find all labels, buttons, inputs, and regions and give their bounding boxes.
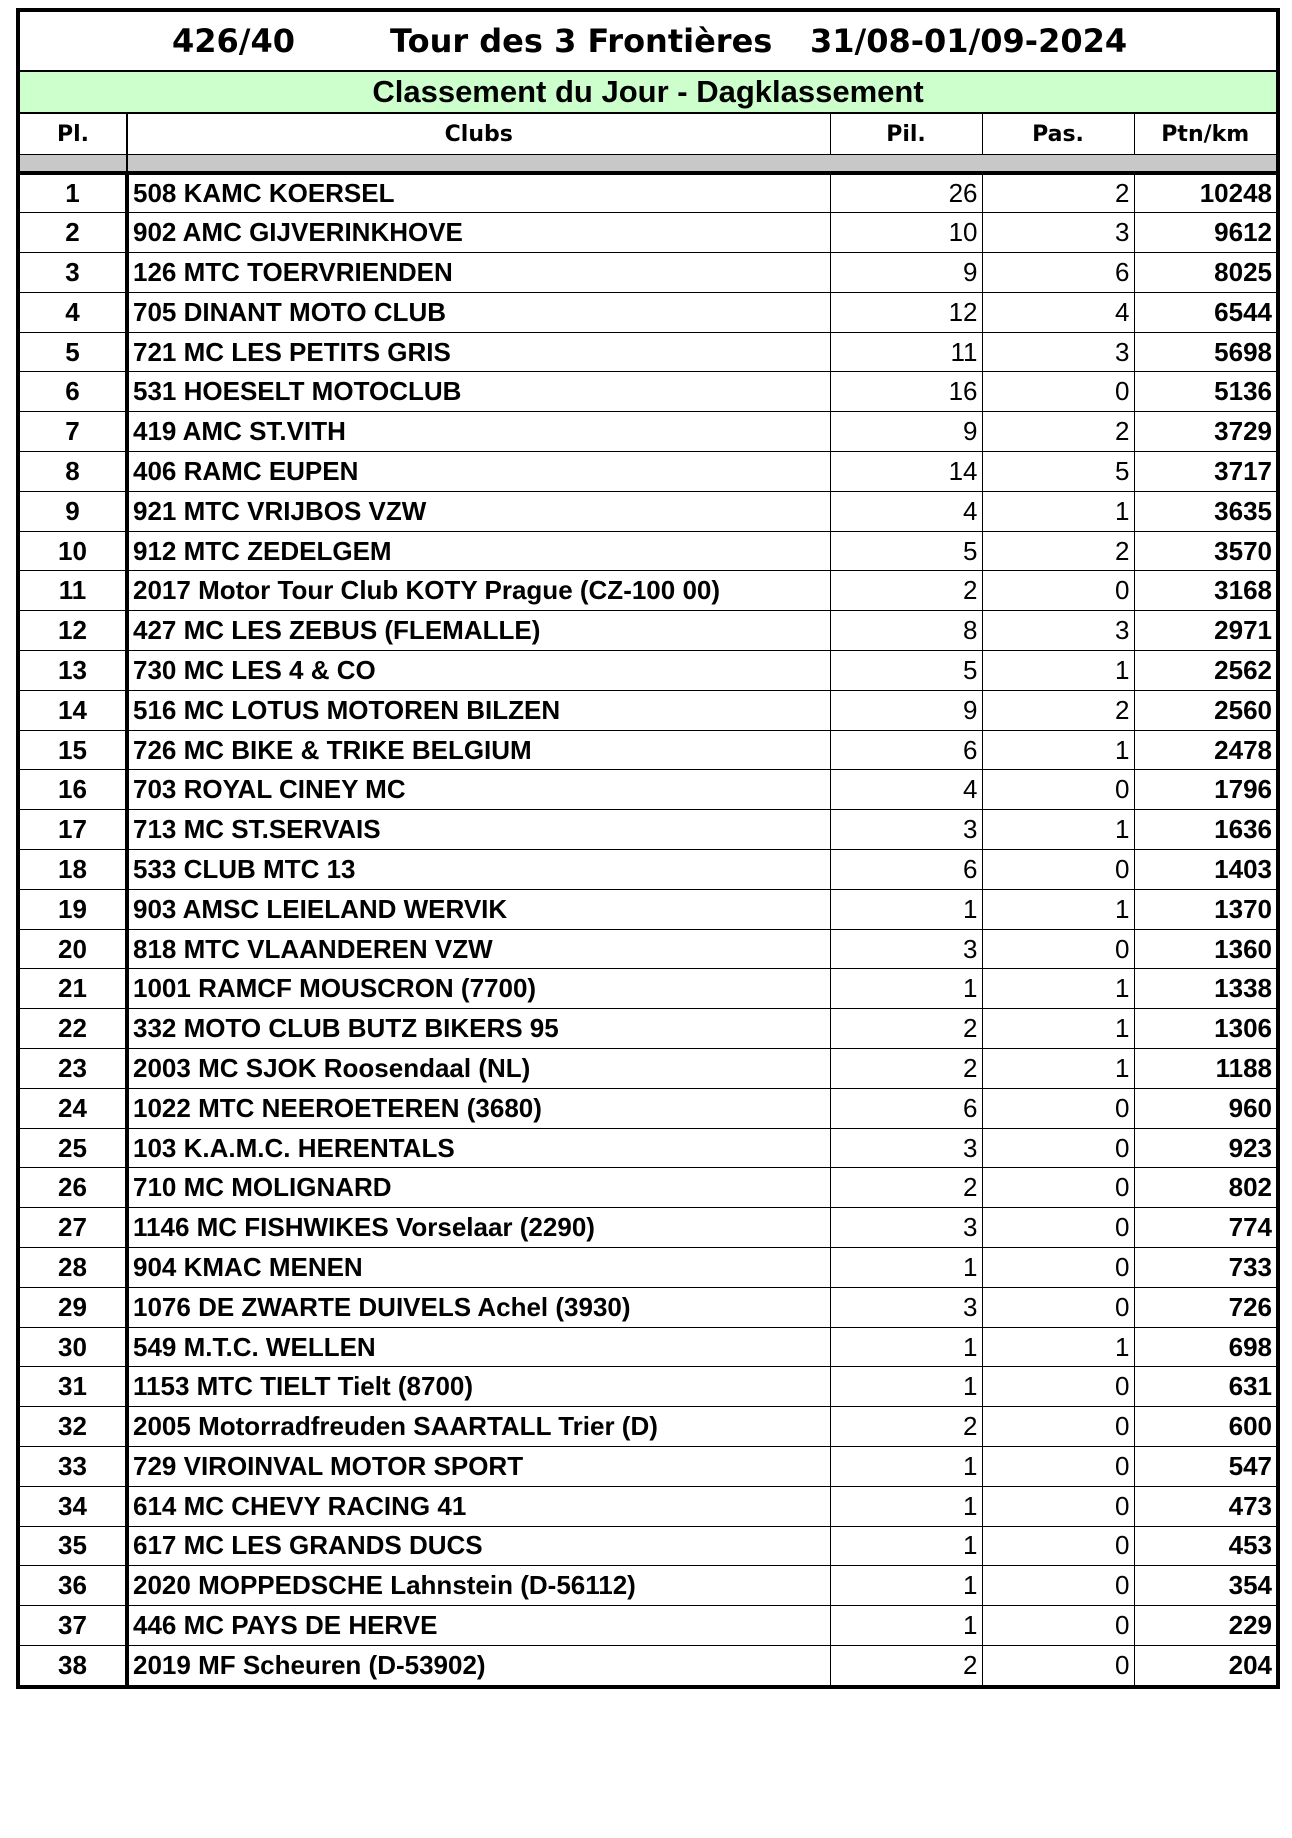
table-row — [20, 1287, 1276, 1327]
pilots-cell: 9 — [830, 412, 982, 452]
place-cell: 8 — [20, 452, 127, 492]
points-cell: 453 — [1134, 1526, 1276, 1566]
points-cell: 354 — [1134, 1566, 1276, 1606]
club-cell: 1153 MTC TIELT Tielt (8700) — [127, 1367, 830, 1407]
passengers-cell: 4 — [982, 292, 1134, 332]
col-header-clubs: Clubs — [127, 114, 830, 155]
club-cell: 533 CLUB MTC 13 — [127, 850, 830, 890]
pilots-cell: 5 — [830, 531, 982, 571]
title-row — [20, 12, 1276, 72]
ranking-rows — [20, 173, 1276, 1685]
table-row — [20, 1128, 1276, 1168]
pilots-cell: 1 — [830, 969, 982, 1009]
passengers-cell: 0 — [982, 571, 1134, 611]
table-row — [20, 1486, 1276, 1526]
points-cell: 600 — [1134, 1407, 1276, 1447]
passengers-cell: 3 — [982, 332, 1134, 372]
event-dates: 31/08-01/09-2024 — [810, 22, 1128, 60]
passengers-cell: 2 — [982, 690, 1134, 730]
place-cell: 9 — [20, 491, 127, 531]
pilots-cell: 14 — [830, 452, 982, 492]
place-cell: 15 — [20, 730, 127, 770]
place-cell: 27 — [20, 1208, 127, 1248]
table-row — [20, 1407, 1276, 1447]
place-cell: 10 — [20, 531, 127, 571]
place-cell: 3 — [20, 253, 127, 293]
table-row — [20, 929, 1276, 969]
passengers-cell: 1 — [982, 1049, 1134, 1089]
passengers-cell: 0 — [982, 1287, 1134, 1327]
pilots-cell: 2 — [830, 1645, 982, 1685]
separator-row — [20, 155, 1276, 174]
place-cell: 6 — [20, 372, 127, 412]
table-row — [20, 889, 1276, 929]
club-cell: 508 KAMC KOERSEL — [127, 173, 830, 213]
passengers-cell: 1 — [982, 1327, 1134, 1367]
pilots-cell: 9 — [830, 253, 982, 293]
passengers-cell: 0 — [982, 929, 1134, 969]
table-row — [20, 1248, 1276, 1288]
points-cell: 3635 — [1134, 491, 1276, 531]
place-cell: 26 — [20, 1168, 127, 1208]
passengers-cell: 0 — [982, 1088, 1134, 1128]
place-cell: 21 — [20, 969, 127, 1009]
club-cell: 713 MC ST.SERVAIS — [127, 810, 830, 850]
table-row — [20, 531, 1276, 571]
pilots-cell: 1 — [830, 889, 982, 929]
table-row — [20, 1049, 1276, 1089]
pilots-cell: 26 — [830, 173, 982, 213]
club-cell: 726 MC BIKE & TRIKE BELGIUM — [127, 730, 830, 770]
passengers-cell: 2 — [982, 531, 1134, 571]
points-cell: 3717 — [1134, 452, 1276, 492]
points-cell: 960 — [1134, 1088, 1276, 1128]
club-cell: 549 M.T.C. WELLEN — [127, 1327, 830, 1367]
pilots-cell: 6 — [830, 730, 982, 770]
points-cell: 2971 — [1134, 611, 1276, 651]
points-cell: 1338 — [1134, 969, 1276, 1009]
pilots-cell: 3 — [830, 1287, 982, 1327]
col-header-pilots: Pil. — [830, 114, 982, 155]
passengers-cell: 0 — [982, 1566, 1134, 1606]
pilots-cell: 1 — [830, 1248, 982, 1288]
pilots-cell: 12 — [830, 292, 982, 332]
passengers-cell: 0 — [982, 1168, 1134, 1208]
points-cell: 547 — [1134, 1447, 1276, 1487]
club-cell: 427 MC LES ZEBUS (FLEMALLE) — [127, 611, 830, 651]
place-cell: 30 — [20, 1327, 127, 1367]
club-cell: 332 MOTO CLUB BUTZ BIKERS 95 — [127, 1009, 830, 1049]
pilots-cell: 10 — [830, 213, 982, 253]
points-cell: 2560 — [1134, 690, 1276, 730]
passengers-cell: 2 — [982, 412, 1134, 452]
points-cell: 1188 — [1134, 1049, 1276, 1089]
table-row — [20, 730, 1276, 770]
pilots-cell: 2 — [830, 1407, 982, 1447]
passengers-cell: 6 — [982, 253, 1134, 293]
pilots-cell: 1 — [830, 1526, 982, 1566]
place-cell: 13 — [20, 651, 127, 691]
ranking-sheet — [16, 8, 1280, 1689]
points-cell: 698 — [1134, 1327, 1276, 1367]
passengers-cell: 0 — [982, 1208, 1134, 1248]
club-cell: 710 MC MOLIGNARD — [127, 1168, 830, 1208]
passengers-cell: 0 — [982, 1248, 1134, 1288]
club-cell: 705 DINANT MOTO CLUB — [127, 292, 830, 332]
passengers-cell: 1 — [982, 969, 1134, 1009]
passengers-cell: 0 — [982, 1606, 1134, 1646]
table-row — [20, 810, 1276, 850]
place-cell: 36 — [20, 1566, 127, 1606]
place-cell: 16 — [20, 770, 127, 810]
table-row — [20, 213, 1276, 253]
pilots-cell: 6 — [830, 1088, 982, 1128]
club-cell: 126 MTC TOERVRIENDEN — [127, 253, 830, 293]
club-cell: 617 MC LES GRANDS DUCS — [127, 1526, 830, 1566]
passengers-cell: 0 — [982, 1407, 1134, 1447]
points-cell: 3729 — [1134, 412, 1276, 452]
subtitle-banner: Classement du Jour - Dagklassement — [20, 72, 1276, 114]
place-cell: 29 — [20, 1287, 127, 1327]
club-cell: 419 AMC ST.VITH — [127, 412, 830, 452]
place-cell: 1 — [20, 173, 127, 213]
pilots-cell: 1 — [830, 1606, 982, 1646]
club-cell: 1076 DE ZWARTE DUIVELS Achel (3930) — [127, 1287, 830, 1327]
header-row — [20, 114, 1276, 155]
pilots-cell: 2 — [830, 1049, 982, 1089]
event-name: Tour des 3 Frontières — [390, 22, 773, 60]
points-cell: 1636 — [1134, 810, 1276, 850]
pilots-cell: 16 — [830, 372, 982, 412]
club-cell: 729 VIROINVAL MOTOR SPORT — [127, 1447, 830, 1487]
place-cell: 2 — [20, 213, 127, 253]
event-code: 426/40 — [172, 22, 296, 60]
table-row — [20, 1367, 1276, 1407]
col-header-points: Ptn/km — [1134, 114, 1276, 155]
points-cell: 229 — [1134, 1606, 1276, 1646]
points-cell: 1306 — [1134, 1009, 1276, 1049]
points-cell: 1403 — [1134, 850, 1276, 890]
pilots-cell: 3 — [830, 1128, 982, 1168]
points-cell: 9612 — [1134, 213, 1276, 253]
points-cell: 5698 — [1134, 332, 1276, 372]
club-cell: 1146 MC FISHWIKES Vorselaar (2290) — [127, 1208, 830, 1248]
table-row — [20, 412, 1276, 452]
club-cell: 904 KMAC MENEN — [127, 1248, 830, 1288]
table-row — [20, 969, 1276, 1009]
club-cell: 730 MC LES 4 & CO — [127, 651, 830, 691]
table-row — [20, 1606, 1276, 1646]
pilots-cell: 5 — [830, 651, 982, 691]
points-cell: 631 — [1134, 1367, 1276, 1407]
place-cell: 38 — [20, 1645, 127, 1685]
pilots-cell: 11 — [830, 332, 982, 372]
place-cell: 18 — [20, 850, 127, 890]
passengers-cell: 5 — [982, 452, 1134, 492]
points-cell: 3168 — [1134, 571, 1276, 611]
table-row — [20, 332, 1276, 372]
place-cell: 28 — [20, 1248, 127, 1288]
club-cell: 406 RAMC EUPEN — [127, 452, 830, 492]
col-header-place: Pl. — [20, 114, 127, 155]
table-row — [20, 253, 1276, 293]
place-cell: 37 — [20, 1606, 127, 1646]
passengers-cell: 0 — [982, 1367, 1134, 1407]
place-cell: 23 — [20, 1049, 127, 1089]
passengers-cell: 0 — [982, 1645, 1134, 1685]
place-cell: 32 — [20, 1407, 127, 1447]
place-cell: 31 — [20, 1367, 127, 1407]
pilots-cell: 2 — [830, 1009, 982, 1049]
points-cell: 204 — [1228, 1650, 1272, 1681]
col-header-passengers: Pas. — [982, 114, 1134, 155]
table-row — [20, 173, 1276, 213]
points-cell: 5136 — [1134, 372, 1276, 412]
place-cell: 25 — [20, 1128, 127, 1168]
passengers-cell: 0 — [982, 372, 1134, 412]
pilots-cell: 1 — [830, 1566, 982, 1606]
place-cell: 33 — [20, 1447, 127, 1487]
passengers-cell: 1 — [982, 810, 1134, 850]
points-cell: 1360 — [1134, 929, 1276, 969]
ranking-table — [20, 114, 1276, 1685]
club-cell: 2005 Motorradfreuden SAARTALL Trier (D) — [127, 1407, 830, 1447]
pilots-cell: 3 — [830, 929, 982, 969]
passengers-cell: 0 — [982, 1526, 1134, 1566]
place-cell: 35 — [20, 1526, 127, 1566]
passengers-cell: 0 — [982, 1486, 1134, 1526]
points-cell: 10248 — [1134, 173, 1276, 213]
table-row — [20, 611, 1276, 651]
pilots-cell: 1 — [830, 1327, 982, 1367]
table-row — [20, 1088, 1276, 1128]
place-cell: 14 — [20, 690, 127, 730]
club-cell: 703 ROYAL CINEY MC — [127, 770, 830, 810]
passengers-cell: 0 — [982, 1128, 1134, 1168]
table-row — [20, 1208, 1276, 1248]
place-cell: 34 — [20, 1486, 127, 1526]
club-cell: 2020 MOPPEDSCHE Lahnstein (D-56112) — [127, 1566, 830, 1606]
table-row — [20, 491, 1276, 531]
passengers-cell: 0 — [982, 770, 1134, 810]
club-cell: 103 K.A.M.C. HERENTALS — [127, 1128, 830, 1168]
points-cell: 1370 — [1134, 889, 1276, 929]
club-cell: 921 MTC VRIJBOS VZW — [127, 491, 830, 531]
club-cell: 531 HOESELT MOTOCLUB — [127, 372, 830, 412]
pilots-cell: 8 — [830, 611, 982, 651]
table-row — [20, 1645, 1276, 1685]
club-cell: 614 MC CHEVY RACING 41 — [127, 1486, 830, 1526]
table-row — [20, 292, 1276, 332]
pilots-cell: 6 — [830, 850, 982, 890]
pilots-cell: 4 — [830, 770, 982, 810]
pilots-cell: 4 — [830, 491, 982, 531]
pilots-cell: 9 — [830, 690, 982, 730]
club-cell: 1001 RAMCF MOUSCRON (7700) — [127, 969, 830, 1009]
club-cell: 721 MC LES PETITS GRIS — [127, 332, 830, 372]
club-cell: 912 MTC ZEDELGEM — [127, 531, 830, 571]
table-row — [20, 1168, 1276, 1208]
pilots-cell: 1 — [830, 1447, 982, 1487]
place-cell: 22 — [20, 1009, 127, 1049]
club-cell: 903 AMSC LEIELAND WERVIK — [127, 889, 830, 929]
passengers-cell: 1 — [982, 889, 1134, 929]
place-cell: 20 — [20, 929, 127, 969]
place-cell: 19 — [20, 889, 127, 929]
club-cell: 2019 MF Scheuren (D-53902) — [127, 1645, 830, 1685]
points-cell: 3570 — [1134, 531, 1276, 571]
passengers-cell: 1 — [982, 1009, 1134, 1049]
table-row — [20, 1526, 1276, 1566]
place-cell: 17 — [20, 810, 127, 850]
club-cell: 446 MC PAYS DE HERVE — [127, 1606, 830, 1646]
table-row — [20, 571, 1276, 611]
table-row — [20, 452, 1276, 492]
points-cell: 2478 — [1134, 730, 1276, 770]
table-row — [20, 1447, 1276, 1487]
club-cell: 2003 MC SJOK Roosendaal (NL) — [127, 1049, 830, 1089]
pilots-cell: 3 — [830, 1208, 982, 1248]
club-cell: 902 AMC GIJVERINKHOVE — [127, 213, 830, 253]
points-cell: 8025 — [1134, 253, 1276, 293]
pilots-cell: 1 — [830, 1486, 982, 1526]
points-cell: 6544 — [1134, 292, 1276, 332]
table-row — [20, 690, 1276, 730]
points-cell: 923 — [1134, 1128, 1276, 1168]
points-cell: 774 — [1134, 1208, 1276, 1248]
place-cell: 11 — [20, 571, 127, 611]
passengers-cell: 3 — [982, 611, 1134, 651]
place-cell: 5 — [20, 332, 127, 372]
points-cell: 733 — [1134, 1248, 1276, 1288]
pilots-cell: 2 — [830, 1168, 982, 1208]
points-cell: 2562 — [1134, 651, 1276, 691]
pilots-cell: 2 — [830, 571, 982, 611]
points-cell: 473 — [1134, 1486, 1276, 1526]
table-row — [20, 1327, 1276, 1367]
pilots-cell: 1 — [830, 1367, 982, 1407]
table-row — [20, 850, 1276, 890]
passengers-cell: 1 — [982, 651, 1134, 691]
club-cell: 2017 Motor Tour Club KOTY Prague (CZ-100 00) — [127, 571, 830, 611]
table-row — [20, 1566, 1276, 1606]
passengers-cell: 0 — [982, 1447, 1134, 1487]
points-cell: 802 — [1134, 1168, 1276, 1208]
table-row — [20, 1009, 1276, 1049]
passengers-cell: 3 — [982, 213, 1134, 253]
place-cell: 24 — [20, 1088, 127, 1128]
club-cell: 818 MTC VLAANDEREN VZW — [127, 929, 830, 969]
place-cell: 7 — [20, 412, 127, 452]
passengers-cell: 1 — [982, 730, 1134, 770]
club-cell: 1022 MTC NEEROETEREN (3680) — [127, 1088, 830, 1128]
points-cell: 1796 — [1134, 770, 1276, 810]
passengers-cell: 0 — [982, 850, 1134, 890]
table-row — [20, 372, 1276, 412]
place-cell: 4 — [20, 292, 127, 332]
table-row — [20, 651, 1276, 691]
points-cell: 726 — [1134, 1287, 1276, 1327]
passengers-cell: 2 — [982, 173, 1134, 213]
pilots-cell: 3 — [830, 810, 982, 850]
table-row — [20, 770, 1276, 810]
place-cell: 12 — [20, 611, 127, 651]
club-cell: 516 MC LOTUS MOTOREN BILZEN — [127, 690, 830, 730]
passengers-cell: 1 — [982, 491, 1134, 531]
